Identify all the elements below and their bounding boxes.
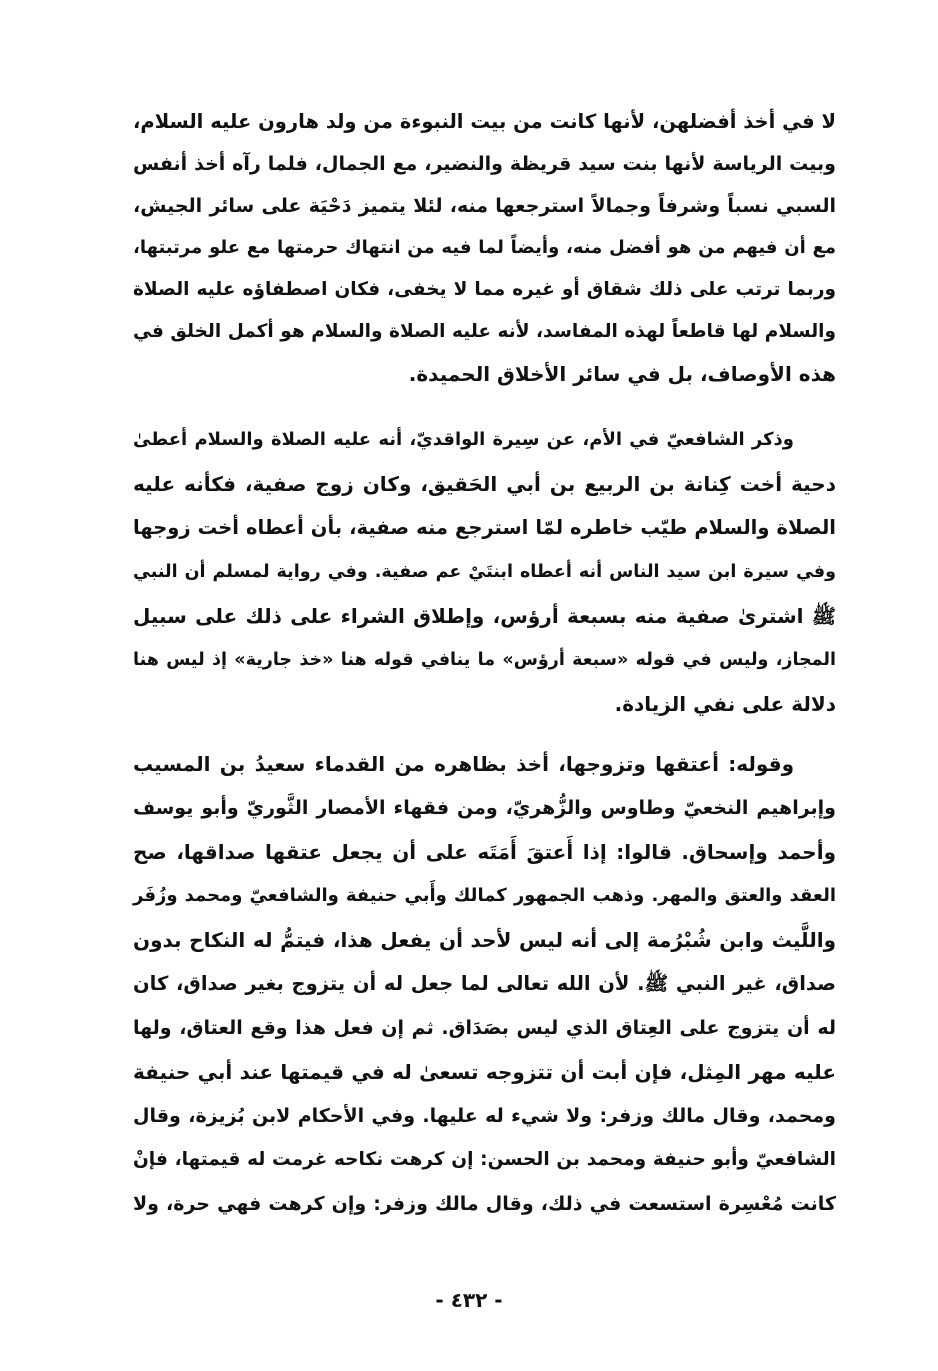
text-line: مع أن فيهم من هو أفضل منه، وأيضاً لما فيه من انتهاك حرمتها مع علو مرتبتها،: [133, 237, 836, 258]
page-number: - ٤٣٢ -: [435, 1288, 503, 1312]
text-line: ومحمد، وقال مالك وزفر: ولا شيء له عليها. وفي الأحكام لابن بُزيزة، وقال: [133, 1105, 836, 1127]
text-line: وفي سيرة ابن سيد الناس أنه أعطاه ابنتَيْ عم صفية. وفي رواية لمسلم أن النبي: [133, 562, 836, 582]
paragraph-2: [133, 419, 836, 727]
paragraph-1: [133, 101, 836, 395]
text-line: وأحمد وإسحاق. قالوا: إذا أَعتقَ أَمَتَه على أن يجعل عتقها صداقها، صح: [133, 840, 836, 864]
text-line: دلالة على نفي الزيادة.: [614, 692, 836, 716]
paragraph-3: [133, 743, 836, 1227]
text-line: الصلاة والسلام طيّب خاطره لمّا استرجع منه صفية، بأن أعطاه أخت زوجها: [133, 516, 836, 539]
text-line: وبيت الرياسة لأنها بنت سيد قريظة والنضير، مع الجمال، فلما رآه أخذ أنفس: [133, 153, 836, 175]
text-line: واللَّيث وابن شُبْرُمة إلى أنه ليس لأحد أن يفعل هذا، فيتمُّ له النكاح بدون: [133, 928, 836, 952]
text-line: دحية أخت كِنانة بن الربيع بن أبي الحَقيق، وكان زوج صفية، فكأنه عليه: [133, 472, 836, 496]
text-line: العقد والعتق والمهر. وذهب الجمهور كمالك وأَبي حنيفة والشافعيّ ومحمد وزُفَر: [133, 885, 836, 906]
text-line: وربما ترتب على ذلك شقاق أو غيره مما لا يخفى، فكان اصطفاؤه عليه الصلاة: [133, 279, 836, 300]
text-line: وإبراهيم النخعيّ وطاوس والزُّهريّ، ومن فقهاء الأمصار الثَّوريّ وأبو يوسف: [133, 797, 836, 819]
text-line: السبي نسباً وشرفاً وجمالاً استرجعها منه، لئلا يتميز دَحْيَة على سائر الجيش،: [133, 195, 836, 217]
text-line: صداق، غير النبي ﷺ. لأن الله تعالى لما جعل له أن يتزوج بغير صداق، كان: [133, 972, 836, 995]
text-line: والسلام لها قاطعاً لهذه المفاسد، لأنه عليه الصلاة والسلام هو أكمل الخلق في: [133, 321, 836, 342]
text-line: لا في أخذ أفضلهن، لأنها كانت من بيت النبوءة من ولد هارون عليه السلام،: [133, 110, 836, 133]
text-line: وذكر الشافعيّ في الأم، عن سِيرة الواقديّ، أنه عليه الصلاة والسلام أعطىٰ: [133, 429, 794, 450]
text-line: الشافعيّ وأبو حنيفة ومحمد بن الحسن: إن كرهت نكاحه غرمت له قيمتها، فإنْ: [133, 1149, 836, 1170]
text-line: عليه مهر المِثل، فإن أبت أن تتزوجه تسعىٰ له في قيمتها عند أبي حنيفة: [133, 1060, 836, 1084]
text-line: المجاز، وليس في قوله «سبعة أرؤس» ما ينافي قوله هنا «خذ جارية» إذ ليس هنا: [133, 650, 836, 670]
text-line: كانت مُعْسِرة استسعت في ذلك، وقال مالك وزفر: وإن كرهت فهي حرة، ولا: [133, 1193, 836, 1215]
page-body: [133, 101, 836, 1227]
text-line: ﷺ اشترىٰ صفية منه بسبعة أرؤس، وإطلاق الشراء على ذلك على سبيل: [133, 604, 836, 628]
text-line: هذه الأوصاف، بل في سائر الأخلاق الحميدة.: [408, 362, 836, 386]
text-line: له أن يتزوج على العِتاق الذي ليس بصَدَاق. ثم إن فعل هذا وقع العتاق، ولها: [133, 1017, 836, 1039]
text-line: وقوله: أعتقها وتزوجها، أخذ بظاهره من القدماء سعيدُ بن المسيب: [133, 752, 794, 776]
